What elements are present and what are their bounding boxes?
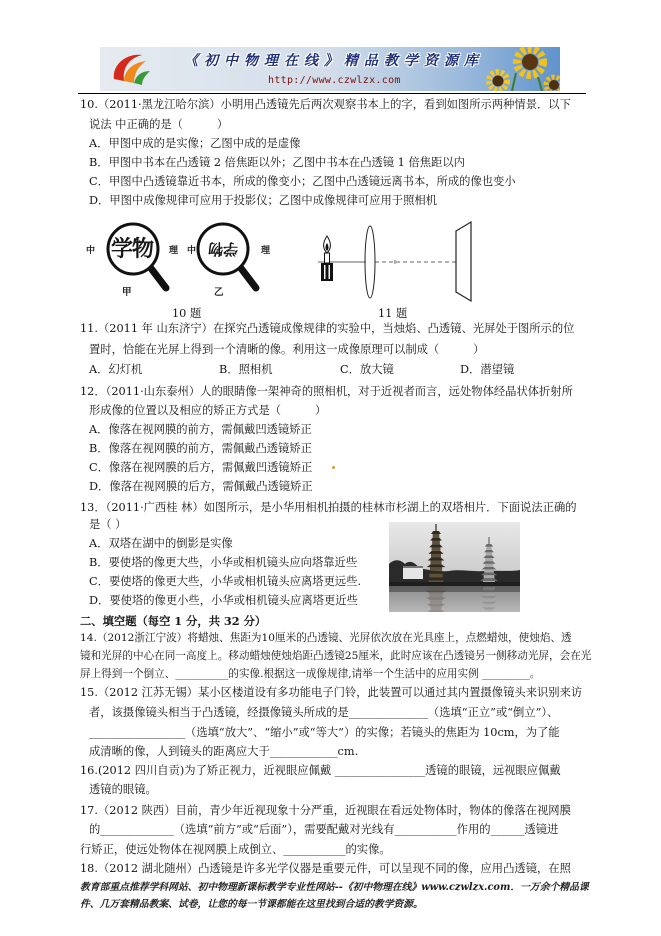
q17-line: 17.（2012 陕西）目前，青少年近视现象十分严重，近视眼在看远处物体时，物体的像落在视网膜	[80, 804, 571, 817]
q13-stem-line: 是（ ）	[89, 518, 127, 531]
q14-line: 14.（2012浙江宁波）将蜡烛、焦距为10厘米的凸透镜、光屏依次放在光具座上，点燃蜡烛，使烛焰、透	[80, 632, 572, 644]
q13-stem-line: 13．（2011·广西桂 林）如图所示，是小华用相机拍摄的桂林市杉湖上的双塔相片．下面说法正确的	[80, 501, 577, 514]
q18-line: 18.（2012 湖北随州）凸透镜是许多光学仪器是重要元件，可以呈现不同的像，应用凸透镜，在照	[80, 862, 571, 875]
fig10-caption: 10 题	[172, 307, 202, 320]
fig10-jia-lens-text: 学物	[111, 236, 154, 262]
q11-option-b: B．照相机	[219, 363, 273, 376]
q11-option-d: D．潜望镜	[460, 363, 515, 376]
optical-bench-figure	[300, 215, 490, 307]
footer-line: 教育部重点推荐学科网站、初中物理新课标教学专业性网站--《初中物理在线》www.czwlzx.com．一万余个精品课	[80, 882, 589, 893]
magnifier-jia-handle	[150, 267, 166, 288]
q12-stem-line: 12．（2011·山东泰州）人的眼睛像一架神奇的照相机，对于近视者而言，远处物体经晶状体折射所	[80, 385, 573, 398]
twin-pagoda-photo	[389, 522, 520, 612]
q11-option-c: C．放大镜	[340, 363, 394, 376]
sunflowers-icon	[472, 47, 560, 91]
q12-option-b: B．像落在视网膜的前方，需佩戴凸透镜矫正	[89, 442, 312, 455]
magnifier-figure	[80, 218, 280, 302]
q10-stem-line: 说法 中正确的是（ ）	[89, 118, 229, 131]
candle-stick	[325, 253, 330, 263]
logo-green-leaf	[134, 71, 150, 85]
fig10-jia-left-char: 中	[86, 246, 96, 256]
fig10-yi-label: 乙	[214, 287, 224, 298]
q10-option-c: C．甲图中凸透镜靠近书本，所成的像变小；乙图中凸透镜远离书本，所成的像也变小	[89, 175, 516, 188]
left-pagoda-tier-roof	[428, 611, 445, 612]
q15-line: 成清晰的像，人到镜头的距离应大于____________cm.	[89, 745, 359, 758]
sunflower-center	[493, 76, 504, 87]
q12-option-d: D．像落在视网膜的后方，需佩戴凸透镜矫正	[89, 480, 313, 493]
q13-option-a: A．双塔在湖中的倒影是实像	[89, 537, 233, 550]
magnifier-yi-handle	[240, 267, 256, 288]
light-screen-icon	[456, 222, 471, 301]
q13-option-c: C．要使塔的像更大些，小华或相机镜头应离塔更远些.	[89, 575, 362, 588]
sunflower-center	[549, 80, 559, 90]
fig10-jia-right-char: 理	[169, 246, 179, 256]
q12-stem-line: 形成像的位置以及相应的矫正方式是（ ）	[89, 404, 327, 417]
q12-option-a: A．像落在视网膜的前方，需佩戴凹透镜矫正	[89, 423, 312, 436]
q12-option-c: C．像落在视网膜的后方，需佩戴凹透镜矫正	[89, 461, 313, 474]
q13-option-b: B．要使塔的像更大些，小华或相机镜头应向塔靠近些	[89, 556, 358, 569]
site-banner	[100, 47, 560, 91]
q17-line: 的_____________（选填“前方”或“后面”），需要配戴对光线有___________作用的______透镜进	[89, 823, 559, 836]
stray-mark	[332, 466, 335, 469]
q13-option-d: D．要使塔的像更小些，小华或相机镜头应离塔更近些	[89, 594, 358, 607]
q15-line: _________________（选填“放大”、“缩小”或“等大”）的实像；若镜头的焦距为 10cm，为了能	[89, 726, 560, 739]
q16-line: 16.(2012 四川自贡)为了矫正视力，近视眼应佩戴 ________________透镜的眼镜，远视眼应佩戴	[80, 764, 561, 777]
photo-shore	[389, 582, 520, 586]
q14-line: 镜和光屏的中心在同一高度上。移动蜡烛使烛焰距凸透镜25厘米，此时应该在凸透镜另一侧移动光屏，会在光	[80, 650, 592, 662]
banner-url: http://www.czwlzx.com	[268, 75, 401, 86]
candle-holder	[321, 263, 333, 281]
fig10-yi-left-char: 中	[187, 246, 197, 256]
footer-line: 件、几万套精品教案、试卷，让您的每一节课都能在这里找到合适的教学资源。	[80, 899, 423, 910]
q10-stem-line: 10.（2011·黑龙江哈尔滨）小明用凸透镜先后两次观察书本上的字，看到如图所示两种情景．以下	[80, 98, 571, 111]
right-pagoda-tier-body	[485, 610, 492, 612]
fig10-yi-lens-text-inverted: 学物	[208, 240, 239, 258]
q15-line: 15.（2012 江苏无锡）某小区楼道设有多功能电子门铃，此装置可以通过其内置摄像镜头来识别来访	[80, 686, 583, 699]
fig11-caption: 11 题	[378, 307, 408, 320]
q11-option-a: A．幻灯机	[89, 363, 143, 376]
fig10-jia-label: 甲	[122, 287, 132, 298]
q15-line: 者，该摄像镜头相当于凸透镜，经摄像镜头所成的是______________（选填“正立”或“倒立”）、	[89, 706, 559, 719]
q11-stem-line: 11.（2011 年 山东济宁）在探究凸透镜成像规律的实验中，当烛焰、凸透镜、光屏处于图所示的位	[80, 322, 575, 335]
q10-option-b: B．甲图中书本在凸透镜 2 倍焦距以外；乙图中书本在凸透镜 1 倍焦距以内	[89, 156, 465, 169]
banner-title: 《初中物理在线》精品教学资源库	[184, 53, 484, 69]
photo-shore-reflection	[389, 586, 520, 592]
fig10-yi-right-char: 理	[261, 246, 271, 256]
candle-holder-stripe	[329, 265, 331, 279]
q16-line: 透镜的眼镜。	[89, 783, 157, 796]
photo-building	[403, 567, 423, 579]
photo-building-roof	[403, 566, 423, 568]
candle-holder-stripe	[324, 265, 326, 279]
q10-option-d: D．甲图中成像规律可应用于投影仪；乙图中成像规律可应用于照相机	[89, 194, 437, 207]
q10-option-a: A．甲图中成的是实像；乙图中成的是虚像	[89, 137, 301, 150]
q17-line: 行矫正，使远处物体在视网膜上成倒立、___________的实像。	[80, 843, 391, 856]
header-rule	[78, 93, 586, 94]
q14-line: 屏上得到一个倒立、__________的实像.根据这一成像规律,请举一个生活中的应用实例 _________。	[80, 668, 541, 680]
site-logo-icon	[108, 49, 154, 89]
q11-stem-line: 置时，恰能在光屏上得到一个清晰的像。利用这一成像原理可以制成（ ）	[89, 343, 485, 356]
sunflower-center	[522, 54, 538, 70]
section-title: 二、填空题（每空 1 分，共 32 分）	[80, 614, 267, 628]
convex-lens-icon	[365, 226, 375, 298]
